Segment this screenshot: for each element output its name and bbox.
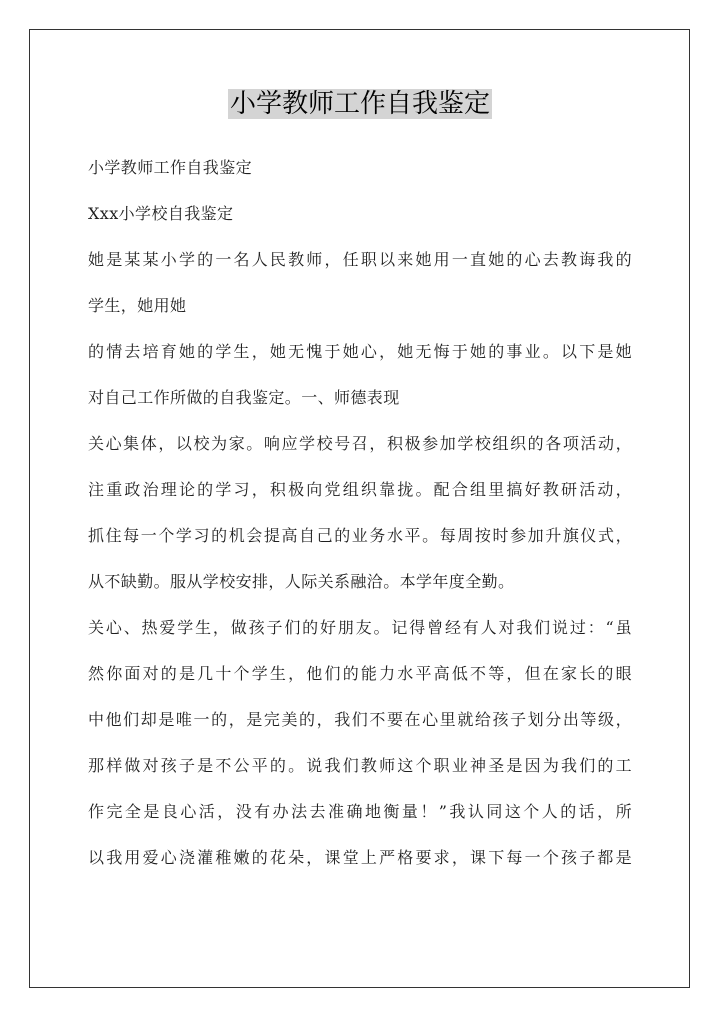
document-title-text: 小学教师工作自我鉴定 [229, 89, 490, 119]
paragraph-line: 中他们却是唯一的，是完美的，我们不要在心里就给孩子划分出等级， [88, 710, 632, 729]
paragraph-line: 那样做对孩子是不公平的。说我们教师这个职业神圣是因为我们的工 [88, 756, 632, 775]
paragraph-line: 抓住每一个学习的机会提高自己的业务水平。每周按时参加升旗仪式， [88, 526, 632, 545]
paragraph-line: 对自己工作所做的自我鉴定。一、师德表现 [88, 388, 400, 407]
paragraph-line: 作完全是良心活，没有办法去准确地衡量！”我认同这个人的话，所 [88, 802, 632, 821]
paragraph-line: 的情去培育她的学生，她无愧于她心，她无悔于她的事业。以下是她 [88, 342, 632, 361]
paragraph-line: 小学教师工作自我鉴定 [88, 158, 253, 177]
paragraph-line: 以我用爱心浇灌稚嫩的花朵，课堂上严格要求，课下每一个孩子都是 [88, 848, 632, 867]
paragraph-line: 注重政治理论的学习，积极向党组织靠拢。配合组里搞好教研活动， [88, 480, 632, 499]
paragraph-line: 学生，她用她 [88, 296, 187, 315]
paragraph-line: 然你面对的是几十个学生，他们的能力水平高低不等，但在家长的眼 [88, 664, 632, 683]
paragraph-line: 关心、热爱学生，做孩子们的好朋友。记得曾经有人对我们说过：“虽 [88, 618, 632, 637]
paragraph-line: Xxx小学校自我鉴定 [88, 204, 234, 223]
document-title [0, 84, 720, 124]
paragraph-line: 她是某某小学的一名人民教师，任职以来她用一直她的心去教诲我的 [88, 250, 632, 269]
paragraph-line: 从不缺勤。服从学校安排，人际关系融洽。本学年度全勤。 [88, 572, 515, 591]
paragraph-line: 关心集体，以校为家。响应学校号召，积极参加学校组织的各项活动， [88, 434, 632, 453]
